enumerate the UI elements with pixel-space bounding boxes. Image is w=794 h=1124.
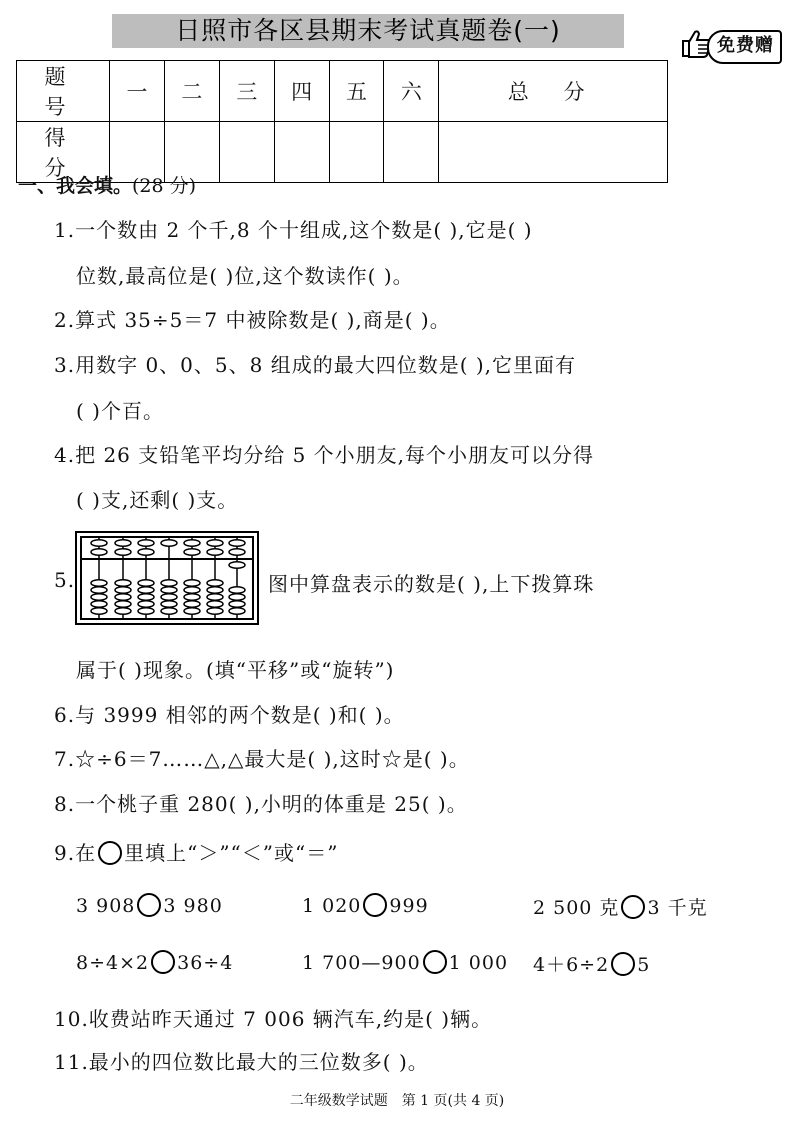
abacus-bead xyxy=(91,540,107,547)
compare-left: 1 020 xyxy=(302,895,362,917)
compare-circle[interactable] xyxy=(137,893,161,917)
abacus-bead xyxy=(161,608,177,615)
abacus-bead xyxy=(207,580,223,587)
abacus-bead xyxy=(161,587,177,594)
abacus-bead xyxy=(229,549,245,556)
abacus-bead xyxy=(184,601,200,608)
abacus-bead xyxy=(91,594,107,601)
question-5-number: 5. xyxy=(54,568,76,592)
abacus-bead xyxy=(229,540,245,547)
abacus-bead xyxy=(115,608,131,615)
question-1-line-2: 位数,最高位是( )位,这个数读作( )。 xyxy=(76,264,414,288)
compare-right: 36÷4 xyxy=(177,952,234,974)
abacus-figure xyxy=(75,531,259,625)
compare-right: 5 xyxy=(637,954,651,976)
row-label-number: 题 号 xyxy=(17,61,110,122)
compare-right: 1 000 xyxy=(448,952,509,974)
abacus-bead xyxy=(115,580,131,587)
compare-right: 3 980 xyxy=(163,895,223,917)
compare-b1 xyxy=(76,950,233,974)
circle-blank-icon xyxy=(98,841,122,865)
col-2: 二 xyxy=(164,61,219,122)
exam-title: 日照市各区县期末考试真题卷(一) xyxy=(112,14,624,48)
compare-left: 4＋6÷2 xyxy=(533,954,610,976)
abacus-bead xyxy=(207,601,223,608)
question-3-line-2: ( )个百。 xyxy=(76,399,164,423)
compare-circle[interactable] xyxy=(363,893,387,917)
question-8: 8.一个桃子重 280( ),小明的体重是 25( )。 xyxy=(54,792,468,816)
abacus-bead xyxy=(184,580,200,587)
abacus-bead xyxy=(207,549,223,556)
compare-a2 xyxy=(302,893,429,917)
abacus-bead xyxy=(138,594,154,601)
col-5: 五 xyxy=(329,61,384,122)
compare-circle[interactable] xyxy=(621,895,645,919)
abacus-bead xyxy=(138,549,154,556)
question-5-line-2: 属于( )现象。(填“平移”或“旋转”) xyxy=(76,658,395,682)
score-cell[interactable] xyxy=(274,122,329,183)
question-1-line-1: 1.一个数由 2 个千,8 个十组成,这个数是( ),它是( ) xyxy=(54,218,533,242)
score-cell[interactable] xyxy=(439,122,668,183)
question-9-prefix: 9.在 xyxy=(54,841,97,865)
abacus-bead xyxy=(115,601,131,608)
abacus-bead xyxy=(184,594,200,601)
section-points: (28 分) xyxy=(132,175,197,197)
row-label-score: 得 分 xyxy=(17,122,110,183)
abacus-bead xyxy=(91,601,107,608)
abacus-bead xyxy=(138,580,154,587)
abacus-bead xyxy=(91,608,107,615)
abacus-bead xyxy=(229,562,245,569)
abacus-bead xyxy=(207,587,223,594)
question-11: 11.最小的四位数比最大的三位数多( )。 xyxy=(54,1050,429,1074)
abacus-bead xyxy=(161,540,177,547)
score-cell[interactable] xyxy=(384,122,439,183)
compare-right: 3 千克 xyxy=(647,897,708,919)
abacus-bead xyxy=(207,608,223,615)
col-total: 总 分 xyxy=(439,61,668,122)
col-1: 一 xyxy=(110,61,165,122)
abacus-bead xyxy=(161,594,177,601)
abacus-bead xyxy=(115,549,131,556)
abacus-bead xyxy=(184,540,200,547)
abacus-bead xyxy=(229,601,245,608)
compare-a1 xyxy=(76,893,223,917)
question-4-line-1: 4.把 26 支铅笔平均分给 5 个小朋友,每个小朋友可以分得 xyxy=(54,443,595,467)
score-cell[interactable] xyxy=(329,122,384,183)
abacus-bead xyxy=(184,608,200,615)
abacus-bead xyxy=(229,594,245,601)
compare-left: 2 500 克 xyxy=(533,897,620,919)
abacus-bead xyxy=(138,587,154,594)
score-cell[interactable] xyxy=(219,122,274,183)
col-6: 六 xyxy=(384,61,439,122)
compare-left: 3 908 xyxy=(76,895,136,917)
question-7: 7.☆÷6＝7……△,△最大是( ),这时☆是( )。 xyxy=(54,747,470,771)
abacus-bead xyxy=(161,601,177,608)
abacus-bead xyxy=(115,594,131,601)
page-footer: 二年级数学试题 第 1 页(共 4 页) xyxy=(289,1093,505,1109)
col-4: 四 xyxy=(274,61,329,122)
question-9-suffix: 里填上“＞”“＜”或“＝” xyxy=(124,841,339,865)
abacus-bead xyxy=(184,549,200,556)
compare-a3 xyxy=(533,893,708,920)
compare-circle[interactable] xyxy=(151,950,175,974)
question-5-line-1: 图中算盘表示的数是( ),上下拨算珠 xyxy=(268,572,595,596)
question-3-line-1: 3.用数字 0、0、5、8 组成的最大四位数是( ),它里面有 xyxy=(54,353,577,377)
compare-left: 1 700—900 xyxy=(302,952,421,974)
abacus-bead xyxy=(229,608,245,615)
abacus-bead xyxy=(138,540,154,547)
compare-b3 xyxy=(533,950,650,977)
question-6: 6.与 3999 相邻的两个数是( )和( )。 xyxy=(54,703,405,727)
abacus-bead xyxy=(138,608,154,615)
compare-b2 xyxy=(302,950,508,974)
compare-left: 8÷4×2 xyxy=(76,952,150,974)
section-heading xyxy=(18,171,196,198)
abacus-bead xyxy=(115,540,131,547)
question-4-line-2: ( )支,还剩( )支。 xyxy=(76,488,239,512)
abacus-bead xyxy=(91,587,107,594)
abacus-bead xyxy=(184,587,200,594)
abacus-bead xyxy=(161,580,177,587)
abacus-bead xyxy=(91,549,107,556)
badge-text: 免费赠 xyxy=(707,30,782,64)
abacus-bead xyxy=(138,601,154,608)
question-9 xyxy=(54,837,338,866)
compare-circle[interactable] xyxy=(423,950,447,974)
compare-circle[interactable] xyxy=(611,952,635,976)
abacus-bead xyxy=(229,587,245,594)
abacus-bead xyxy=(91,580,107,587)
abacus-bead xyxy=(207,540,223,547)
free-gift-badge xyxy=(679,24,791,64)
abacus-bead xyxy=(207,594,223,601)
question-10: 10.收费站昨天通过 7 006 辆汽车,约是( )辆。 xyxy=(54,1007,493,1031)
section-title: 一、我会填。 xyxy=(18,175,133,197)
score-table xyxy=(16,60,668,183)
col-3: 三 xyxy=(219,61,274,122)
question-2: 2.算式 35÷5＝7 中被除数是( ),商是( )。 xyxy=(54,308,451,332)
compare-right: 999 xyxy=(389,895,429,917)
abacus-bead xyxy=(115,587,131,594)
